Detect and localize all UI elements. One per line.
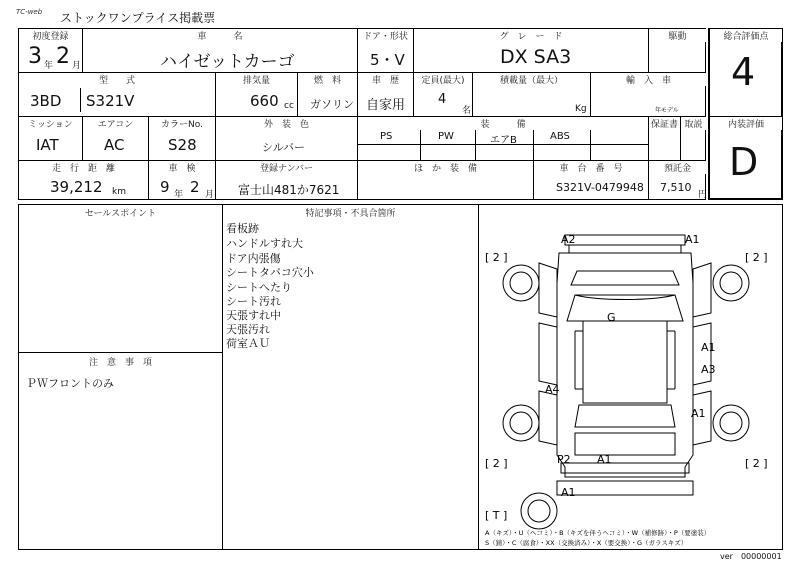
diagram-legend-2: S（錆）・C（腐食）・XX（交換済み）・X（要交換）・G（ガラスキズ） bbox=[485, 539, 688, 547]
note-item: ドア内張傷 bbox=[226, 252, 281, 265]
hdr-drive: 駆動 bbox=[649, 29, 706, 42]
hdr-manual: 取説 bbox=[681, 117, 706, 130]
note-item: シートタバコ穴小 bbox=[226, 266, 314, 279]
rear-bumper bbox=[561, 463, 689, 473]
interior-grade: D bbox=[729, 140, 759, 184]
hdr-color-no: カラーNo. bbox=[149, 117, 215, 130]
deposit-unit: 円 bbox=[698, 190, 708, 200]
aircon: AC bbox=[104, 136, 125, 154]
damage-diagram bbox=[479, 205, 782, 549]
import-unit: 年モデル bbox=[655, 107, 679, 114]
hdr-fuel: 燃 料 bbox=[298, 73, 357, 86]
info-grid bbox=[18, 28, 706, 200]
reg-month-unit: 月 bbox=[72, 61, 82, 71]
door-type: 5・V bbox=[370, 51, 405, 69]
version: ver 00000001 bbox=[720, 552, 782, 561]
hdr-mileage: 走 行 距 離 bbox=[19, 161, 148, 174]
mission: IAT bbox=[36, 136, 59, 154]
load-unit: Kg bbox=[575, 104, 587, 114]
plate: 富士山481か7621 bbox=[238, 183, 340, 197]
note-item: 天張すれ中 bbox=[226, 309, 281, 322]
diagram-legend-1: A（キズ）・U（ヘコミ）・B（キズを伴うヘコミ）・W（補修跡）・P（要塗装） bbox=[485, 529, 711, 537]
tire-label-rr: [ 2 ] bbox=[745, 457, 768, 470]
exterior-color: シルバー bbox=[262, 141, 305, 154]
tire-spare bbox=[521, 493, 557, 529]
tire-label-rl: [ 2 ] bbox=[485, 457, 508, 470]
damage-mark: A4 bbox=[545, 383, 560, 396]
chassis-number: S321V-0479948 bbox=[556, 181, 644, 194]
overall-grade: 4 bbox=[731, 50, 756, 94]
equip-pw: PW bbox=[438, 131, 454, 142]
note-item: シート汚れ bbox=[226, 295, 281, 308]
mileage: 39,212 bbox=[50, 178, 103, 196]
hdr-grade: グ レ ー ド bbox=[414, 29, 648, 42]
hdr-sales-point: セールスポイント bbox=[19, 206, 222, 219]
hdr-interior-grade: 内装評価 bbox=[710, 117, 782, 130]
hdr-inspection: 車 検 bbox=[149, 161, 215, 174]
hdr-load: 積載量（最大） bbox=[473, 73, 590, 86]
note-item: シートへたり bbox=[226, 281, 292, 294]
damage-mark: A1 bbox=[561, 486, 576, 499]
reg-month: 2 bbox=[56, 44, 70, 69]
model: 3BD bbox=[30, 92, 62, 110]
model-code: S321V bbox=[86, 92, 135, 110]
note-item: 天張汚れ bbox=[226, 323, 270, 336]
hdr-history: 車 歴 bbox=[358, 73, 413, 86]
tire-label-fr: [ 2 ] bbox=[745, 251, 768, 264]
hdr-door-type: ドア・形状 bbox=[358, 29, 413, 42]
hdr-import: 輸 入 車 bbox=[591, 73, 706, 86]
body-outline bbox=[557, 253, 693, 477]
hdr-plate: 登録ナンバー bbox=[216, 161, 357, 174]
reg-year: 3 bbox=[28, 44, 42, 69]
hdr-model-type: 型 式 bbox=[19, 73, 215, 86]
hdr-warranty: 保証書 bbox=[649, 117, 680, 130]
hdr-aircon: エアコン bbox=[83, 117, 148, 130]
insp-month-unit: 月 bbox=[205, 190, 215, 200]
history: 自家用 bbox=[366, 98, 406, 113]
displacement: 660 bbox=[250, 92, 279, 110]
tire-rear-left bbox=[503, 405, 539, 441]
hdr-first-reg: 初度登録 bbox=[19, 29, 82, 42]
tire-front-left bbox=[503, 265, 539, 301]
note-item: 荷室ＡＵ bbox=[226, 337, 270, 350]
reg-year-unit: 年 bbox=[44, 61, 54, 71]
tire-label-spare: [ T ] bbox=[485, 509, 508, 522]
insp-year-unit: 年 bbox=[174, 190, 184, 200]
fuel: ガソリン bbox=[310, 98, 354, 111]
hdr-overall-grade: 総合評価点 bbox=[710, 29, 782, 42]
deposit: 7,510 bbox=[660, 181, 692, 194]
equip-airbag: エアB bbox=[490, 135, 517, 146]
color-no: S28 bbox=[168, 136, 197, 154]
hdr-chassis: 車 台 番 号 bbox=[534, 161, 648, 174]
note-item: ハンドルすれ大 bbox=[226, 237, 303, 250]
capacity: 4 bbox=[438, 92, 447, 107]
hdr-notes: 特記事項・不具合箇所 bbox=[223, 206, 478, 219]
damage-mark: P2 bbox=[557, 453, 571, 466]
insp-year: 9 bbox=[160, 178, 170, 196]
hdr-other-equip: ほ か 装 備 bbox=[358, 161, 533, 174]
hdr-car-name: 車 名 bbox=[83, 29, 357, 42]
damage-mark: A1 bbox=[691, 407, 706, 420]
damage-mark: A3 bbox=[701, 363, 716, 376]
equip-ps: PS bbox=[380, 131, 393, 142]
logo: TC-web bbox=[16, 8, 43, 16]
damage-mark: A2 bbox=[561, 233, 576, 246]
hdr-caution: 注 意 事 項 bbox=[19, 355, 222, 368]
roof bbox=[583, 321, 667, 403]
insp-month: 2 bbox=[190, 178, 200, 196]
mileage-unit: km bbox=[112, 187, 126, 197]
hdr-exterior: 外 装 色 bbox=[216, 117, 357, 130]
front-bumper bbox=[565, 235, 685, 245]
car-name: ハイゼットカーゴ bbox=[160, 52, 295, 72]
windshield bbox=[567, 295, 683, 321]
hdr-displacement: 排気量 bbox=[216, 73, 297, 86]
displacement-unit: cc bbox=[284, 101, 294, 111]
damage-mark: G bbox=[607, 311, 616, 324]
hdr-mission: ミッション bbox=[19, 117, 82, 130]
capacity-unit: 名 bbox=[462, 106, 472, 116]
hdr-deposit: 預託金 bbox=[649, 161, 706, 174]
damage-mark: A1 bbox=[701, 341, 716, 354]
tire-rear-right bbox=[713, 405, 749, 441]
hdr-capacity: 定員(最大) bbox=[414, 73, 472, 86]
rear-hatch bbox=[575, 433, 675, 455]
damage-mark: A1 bbox=[685, 233, 700, 246]
grade-value: DX SA3 bbox=[500, 46, 572, 68]
equip-abs: ABS bbox=[550, 131, 570, 142]
caution-text: ＰＷフロントのみ bbox=[26, 377, 114, 390]
damage-mark: A1 bbox=[597, 453, 612, 466]
note-item: 看板跡 bbox=[226, 222, 259, 235]
tire-label-fl: [ 2 ] bbox=[485, 251, 508, 264]
tire-front-right bbox=[713, 265, 749, 301]
hdr-equipment: 装 備 bbox=[358, 117, 648, 130]
page-title: ストックワンプライス掲載票 bbox=[60, 11, 216, 25]
